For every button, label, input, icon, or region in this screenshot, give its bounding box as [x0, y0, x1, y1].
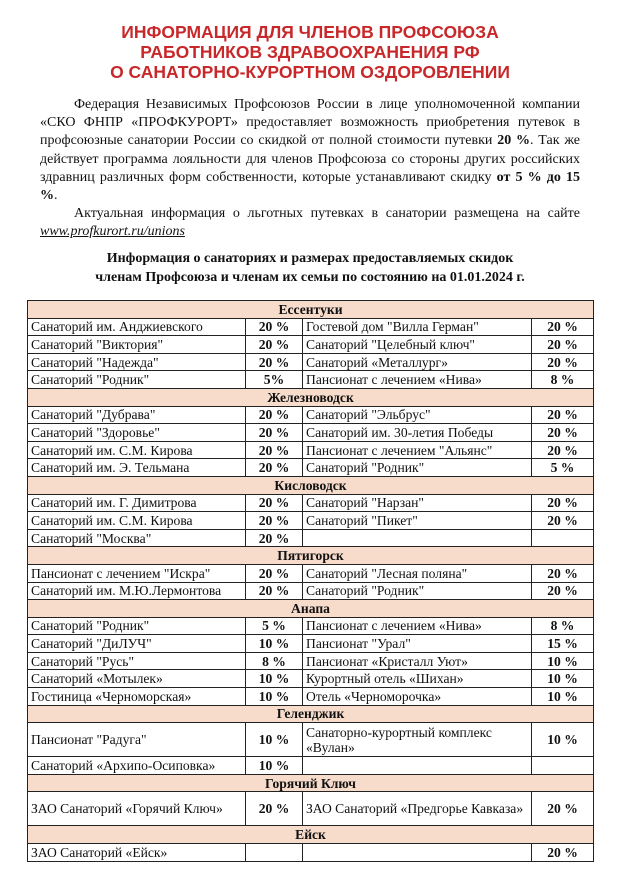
discount-value: 10 % [246, 723, 303, 757]
sanatorium-name: Гостиница «Черноморская» [28, 688, 246, 706]
discount-value: 10 % [246, 670, 303, 688]
discount-value: 20 % [246, 336, 303, 354]
region-row [28, 705, 594, 723]
discount-value: 20 % [532, 494, 594, 512]
table-row [28, 353, 594, 371]
region-row [28, 301, 594, 319]
table-row [28, 635, 594, 653]
document-title [0, 22, 620, 82]
sanatorium-name: Санаторий "Виктория" [28, 336, 246, 354]
table-row [28, 688, 594, 706]
discount-value: 10 % [246, 688, 303, 706]
discount-value: 20 % [246, 406, 303, 424]
table-row [28, 424, 594, 442]
discount-value: 20 % [532, 318, 594, 336]
sanatorium-name [303, 844, 532, 862]
discount-value: 5 % [532, 459, 594, 477]
sanatorium-name: Пансионат с лечением «Нива» [303, 617, 532, 635]
table-heading-line: членам Профсоюза и членам их семьи по состоянию на 01.01.2024 г. [95, 269, 525, 285]
table-row [28, 652, 594, 670]
sanatorium-name: Санаторий «Металлург» [303, 353, 532, 371]
title-line: РАБОТНИКОВ ЗДРАВООХРАНЕНИЯ РФ [140, 42, 480, 62]
sanatorium-name: Санаторий "Лесная поляна" [303, 564, 532, 582]
discount-highlight: 20 % [497, 133, 530, 149]
sanatorium-name: Санаторий "Дубрава" [28, 406, 246, 424]
discount-value: 20 % [246, 512, 303, 530]
discount-value: 10 % [532, 688, 594, 706]
region-name: Кисловодск [28, 476, 594, 494]
sanatorium-name: Санаторий «Мотылек» [28, 670, 246, 688]
table-row [28, 723, 594, 757]
discount-value: 5 % [246, 617, 303, 635]
discount-value: 20 % [246, 529, 303, 547]
region-name: Геленджик [28, 705, 594, 723]
discount-value: 20 % [532, 406, 594, 424]
sanatorium-table [27, 300, 594, 862]
discount-value: 20 % [532, 792, 594, 826]
table-row [28, 371, 594, 389]
sanatorium-name: Санаторий "Целебный ключ" [303, 336, 532, 354]
discount-value: 20 % [246, 459, 303, 477]
sanatorium-name: ЗАО Санаторий «Горячий Ключ» [28, 792, 246, 826]
table-row [28, 792, 594, 826]
region-name: Железноводск [28, 388, 594, 406]
region-row [28, 388, 594, 406]
sanatorium-name: Санаторий им. Г. Димитрова [28, 494, 246, 512]
intro-text-part: . [54, 188, 58, 204]
title-line: О САНАТОРНО-КУРОРТНОМ ОЗДОРОВЛЕНИИ [110, 62, 510, 82]
discount-value: 20 % [532, 564, 594, 582]
intro-text [40, 96, 580, 242]
discount-value: 20 % [246, 441, 303, 459]
intro-paragraph-2 [40, 205, 580, 241]
sanatorium-name: Пансионат с лечением "Искра" [28, 564, 246, 582]
discount-value: 20 % [246, 424, 303, 442]
sanatorium-name: Санаторий им. С.М. Кирова [28, 512, 246, 530]
sanatorium-name: Пансионат «Кристалл Уют» [303, 652, 532, 670]
website-link[interactable]: www.profkurort.ru/unions [40, 224, 185, 240]
sanatorium-name: Санаторий "Русь" [28, 652, 246, 670]
discount-value: 20 % [532, 424, 594, 442]
discount-value: 20 % [246, 494, 303, 512]
discount-value: 20 % [532, 512, 594, 530]
intro-text-part: Федерация Независимых Профсоюзов России в лице уполномоченной компании «СКО ФНПР «ПРОФКУРОРТ» предоставляет возможность приобретения путевок в профсоюзные санатории России со скидкой от полной стоимости путевки [40, 97, 580, 149]
table-row [28, 757, 594, 775]
discount-value: 20 % [246, 318, 303, 336]
sanatorium-name: Пансионат "Урал" [303, 635, 532, 653]
sanatorium-name: Санаторий "Родник" [303, 459, 532, 477]
sanatorium-name: Гостевой дом "Вилла Герман" [303, 318, 532, 336]
table-row [28, 670, 594, 688]
sanatorium-name: Санаторий "Родник" [28, 617, 246, 635]
region-name: Ейск [28, 826, 594, 844]
sanatorium-name: Пансионат с лечением «Нива» [303, 371, 532, 389]
region-name: Горячий Ключ [28, 774, 594, 792]
discount-value: 8 % [532, 371, 594, 389]
region-row [28, 826, 594, 844]
sanatorium-name: Санаторий им. 30-летия Победы [303, 424, 532, 442]
discount-value: 20 % [532, 353, 594, 371]
region-name: Анапа [28, 600, 594, 618]
discount-value: 20 % [532, 336, 594, 354]
region-row [28, 476, 594, 494]
sanatorium-name: Санаторий им. С.М. Кирова [28, 441, 246, 459]
region-row [28, 600, 594, 618]
discount-value: 10 % [246, 757, 303, 775]
title-line: ИНФОРМАЦИЯ ДЛЯ ЧЛЕНОВ ПРОФСОЮЗА [121, 22, 499, 42]
table-heading-line: Информация о санаториях и размерах предоставляемых скидок [106, 251, 514, 266]
discount-value: 10 % [532, 723, 594, 757]
region-name: Ессентуки [28, 301, 594, 319]
sanatorium-name: Санаторий "Москва" [28, 529, 246, 547]
table-row [28, 564, 594, 582]
sanatorium-name: Отель «Черноморочка» [303, 688, 532, 706]
table-row [28, 512, 594, 530]
sanatorium-name: Пансионат "Радуга" [28, 723, 246, 757]
intro-text-part: Актуальная информация о льготных путевках в санатории размещена на сайте [74, 206, 580, 222]
discount-value: 20 % [532, 582, 594, 600]
discount-value: 20 % [532, 844, 594, 862]
table-row [28, 459, 594, 477]
sanatorium-name: Санаторий "ДиЛУЧ" [28, 635, 246, 653]
sanatorium-name: Санаторий "Надежда" [28, 353, 246, 371]
sanatorium-name: Санаторий "Родник" [28, 371, 246, 389]
sanatorium-name: Санаторий "Здоровье" [28, 424, 246, 442]
sanatorium-name [303, 757, 532, 775]
region-name: Пятигорск [28, 547, 594, 565]
sanatorium-name: Санаторий "Родник" [303, 582, 532, 600]
sanatorium-name: Санаторий им. Э. Тельмана [28, 459, 246, 477]
sanatorium-name: ЗАО Санаторий «Предгорье Кавказа» [303, 792, 532, 826]
sanatorium-name: Санаторий "Эльбрус" [303, 406, 532, 424]
intro-text-part: . Так же действует программа лояльности для членов Профсоюза со стороны других российских здравниц различных форм собственности, которые устанавливают скидку [40, 133, 581, 185]
discount-value [532, 757, 594, 775]
table-row [28, 617, 594, 635]
table-heading [40, 250, 580, 287]
discount-value: 20 % [246, 353, 303, 371]
table-row [28, 529, 594, 547]
sanatorium-name [303, 529, 532, 547]
table-row [28, 844, 594, 862]
discount-value: 10 % [246, 635, 303, 653]
intro-paragraph-1 [40, 96, 580, 205]
sanatorium-name: Санаторий «Архипо-Осиповка» [28, 757, 246, 775]
discount-value: 10 % [532, 670, 594, 688]
sanatorium-name: Пансионат с лечением "Альянс" [303, 441, 532, 459]
discount-value: 10 % [532, 652, 594, 670]
table-row [28, 582, 594, 600]
sanatorium-name: ЗАО Санаторий «Ейск» [28, 844, 246, 862]
region-row [28, 774, 594, 792]
region-row [28, 547, 594, 565]
discount-value [532, 529, 594, 547]
discount-value: 5% [246, 371, 303, 389]
discount-value: 20 % [532, 441, 594, 459]
discount-value: 20 % [246, 582, 303, 600]
discount-value: 8 % [532, 617, 594, 635]
table-row [28, 318, 594, 336]
discount-value: 20 % [246, 564, 303, 582]
discount-value: 20 % [246, 792, 303, 826]
discount-value: 8 % [246, 652, 303, 670]
sanatorium-name: Санаторий им. Анджиевского [28, 318, 246, 336]
table-row [28, 336, 594, 354]
discount-range-highlight: от 5 % до 15 % [40, 169, 580, 204]
table-row [28, 406, 594, 424]
table-row [28, 494, 594, 512]
sanatorium-name: Санаторий "Пикет" [303, 512, 532, 530]
discount-value [246, 844, 303, 862]
sanatorium-name: Курортный отель «Шихан» [303, 670, 532, 688]
table-row [28, 441, 594, 459]
sanatorium-name: Санаторий "Нарзан" [303, 494, 532, 512]
sanatorium-name: Санаторий им. М.Ю.Лермонтова [28, 582, 246, 600]
discount-value: 15 % [532, 635, 594, 653]
sanatorium-name: Санаторно-курортный комплекс «Вулан» [303, 723, 532, 757]
